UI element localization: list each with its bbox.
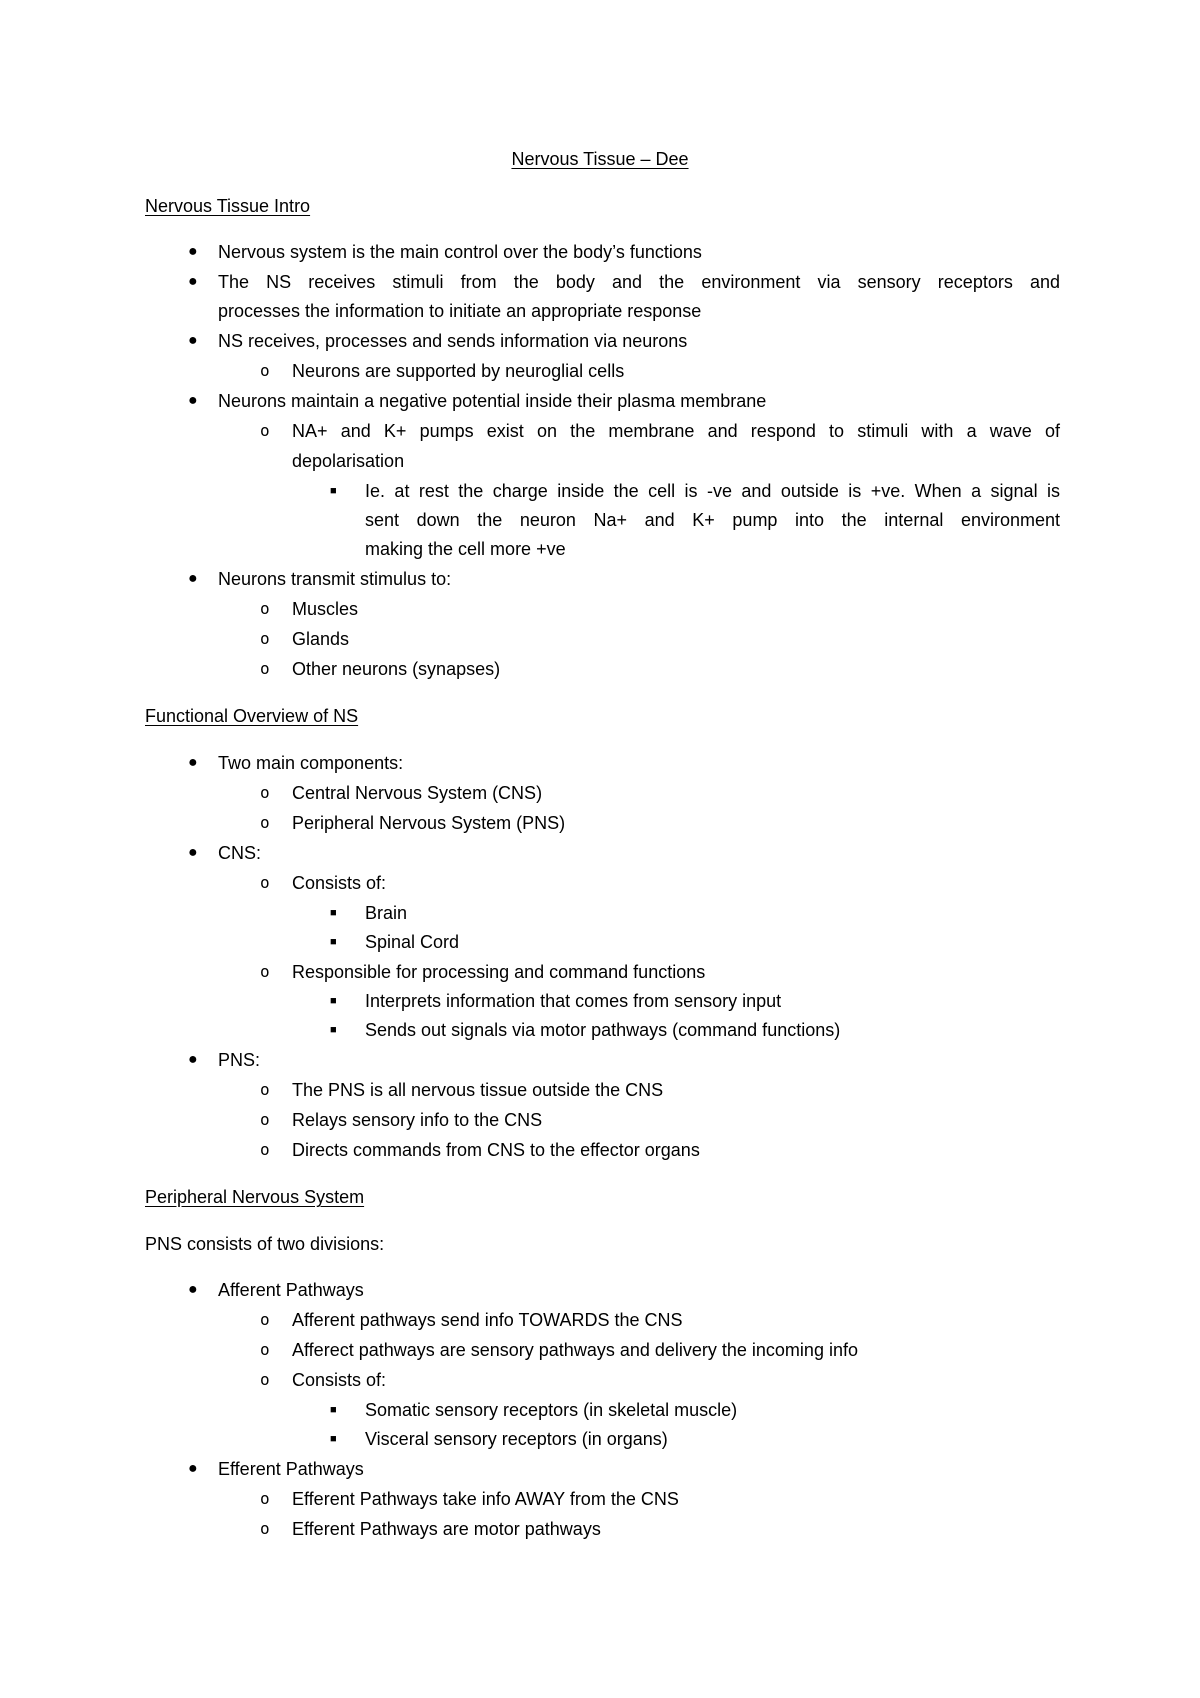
bullet-marker: ●: [188, 392, 198, 409]
list-item: The NS receives stimuli from the body and the environment via sensory receptors and: [218, 272, 1060, 292]
sub-list-item: Consists of:: [292, 873, 387, 893]
tertiary-list-item-continued: making the cell more +ve: [365, 539, 566, 559]
sub-list-item-continued: depolarisation: [292, 451, 405, 471]
list-item: Afferent Pathways: [218, 1280, 364, 1300]
sub-bullet-marker: o: [260, 1080, 270, 1099]
sub-list-item: Central Nervous System (CNS): [292, 783, 543, 803]
sub-list-item: Other neurons (synapses): [292, 659, 501, 679]
sub-list-item: Efferent Pathways are motor pathways: [292, 1519, 601, 1539]
tertiary-bullet-marker: ■: [330, 907, 337, 919]
sub-list-item: Afferect pathways are sensory pathways and delivery the incoming info: [292, 1340, 858, 1360]
section-heading-functional-overview: Functional Overview of NS: [145, 706, 359, 726]
tertiary-bullet-marker: ■: [330, 995, 337, 1007]
bullet-marker: ●: [188, 332, 198, 349]
tertiary-list-item: Somatic sensory receptors (in skeletal muscle): [365, 1400, 738, 1420]
bullet-marker: ●: [188, 844, 198, 861]
list-item-continued: processes the information to initiate an appropriate response: [218, 301, 702, 321]
sub-bullet-marker: o: [260, 783, 270, 802]
list-item: NS receives, processes and sends information via neurons: [218, 331, 688, 351]
tertiary-list-item: Visceral sensory receptors (in organs): [365, 1429, 668, 1449]
bullet-marker: ●: [188, 1460, 198, 1477]
tertiary-bullet-marker: ■: [330, 1433, 337, 1445]
list-item: PNS:: [218, 1050, 261, 1070]
tertiary-list-item: Brain: [365, 903, 408, 923]
list-item: Neurons maintain a negative potential inside their plasma membrane: [218, 391, 767, 411]
tertiary-bullet-marker: ■: [330, 936, 337, 948]
bullet-marker: ●: [188, 273, 198, 290]
sub-list-item: The PNS is all nervous tissue outside the CNS: [292, 1080, 664, 1100]
sub-bullet-marker: o: [260, 1310, 270, 1329]
sub-list-item: Consists of:: [292, 1370, 387, 1390]
sub-list-item: Neurons are supported by neuroglial cells: [292, 361, 625, 381]
sub-bullet-marker: o: [260, 962, 270, 981]
tertiary-list-item: Spinal Cord: [365, 932, 460, 952]
sub-bullet-marker: o: [260, 873, 270, 892]
tertiary-bullet-marker: ■: [330, 1024, 337, 1036]
sub-bullet-marker: o: [260, 1489, 270, 1508]
tertiary-list-item: Ie. at rest the charge inside the cell is -ve and outside is +ve. When a signal is: [365, 481, 1060, 501]
tertiary-bullet-marker: ■: [330, 485, 337, 497]
bullet-marker: ●: [188, 243, 198, 260]
sub-bullet-marker: o: [260, 629, 270, 648]
list-item: CNS:: [218, 843, 262, 863]
sub-list-item: Muscles: [292, 599, 359, 619]
list-item: Neurons transmit stimulus to:: [218, 569, 452, 589]
sub-list-item: Glands: [292, 629, 350, 649]
sub-bullet-marker: o: [260, 361, 270, 380]
sub-bullet-marker: o: [260, 1370, 270, 1389]
list-item: Nervous system is the main control over the body’s functions: [218, 242, 702, 262]
sub-bullet-marker: o: [260, 1340, 270, 1359]
bullet-marker: ●: [188, 570, 198, 587]
bullet-marker: ●: [188, 754, 198, 771]
sub-bullet-marker: o: [260, 421, 270, 440]
sub-list-item: Responsible for processing and command functions: [292, 962, 706, 982]
sub-bullet-marker: o: [260, 659, 270, 678]
section-heading-peripheral-nervous-system: Peripheral Nervous System: [145, 1187, 365, 1207]
sub-list-item: Efferent Pathways take info AWAY from the CNS: [292, 1489, 679, 1509]
tertiary-bullet-marker: ■: [330, 1404, 337, 1416]
sub-list-item: Afferent pathways send info TOWARDS the CNS: [292, 1310, 683, 1330]
sub-bullet-marker: o: [260, 813, 270, 832]
sub-list-item: Relays sensory info to the CNS: [292, 1110, 543, 1130]
sub-bullet-marker: o: [260, 1110, 270, 1129]
sub-bullet-marker: o: [260, 599, 270, 618]
section-heading-intro: Nervous Tissue Intro: [145, 196, 311, 216]
tertiary-list-item: Interprets information that comes from sensory input: [365, 991, 782, 1011]
tertiary-list-item: Sends out signals via motor pathways (command functions): [365, 1020, 841, 1040]
sub-bullet-marker: o: [260, 1140, 270, 1159]
bullet-marker: ●: [188, 1051, 198, 1068]
section-intro: PNS consists of two divisions:: [145, 1234, 385, 1254]
sub-list-item: NA+ and K+ pumps exist on the membrane and respond to stimuli with a wave of: [292, 421, 1060, 441]
sub-bullet-marker: o: [260, 1519, 270, 1538]
bullet-marker: ●: [188, 1281, 198, 1298]
sub-list-item: Directs commands from CNS to the effector organs: [292, 1140, 700, 1160]
list-item: Efferent Pathways: [218, 1459, 364, 1479]
sub-list-item: Peripheral Nervous System (PNS): [292, 813, 566, 833]
list-item: Two main components:: [218, 753, 404, 773]
tertiary-list-item-continued: sent down the neuron Na+ and K+ pump into the internal environment: [365, 510, 1060, 530]
page-title: Nervous Tissue – Dee: [511, 149, 689, 169]
